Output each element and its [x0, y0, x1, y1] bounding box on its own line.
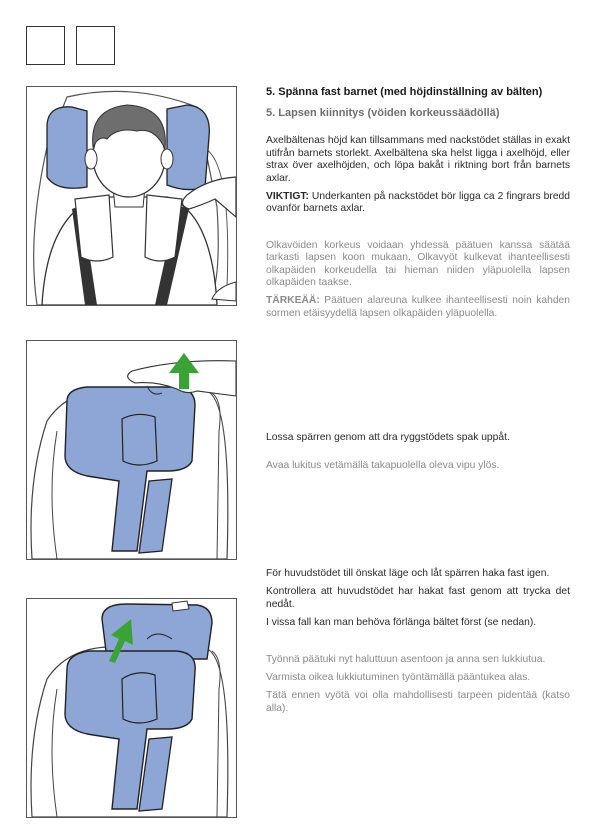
- section3-fi-3: Tätä ennen vyötä voi olla mahdollisesti tarpeen pidentää (katso alla).: [266, 690, 570, 714]
- note-sv-text: Underkanten på nackstödet bör ligga ca 2 fingrars bredd ovanför barnets axlar.: [266, 191, 570, 215]
- illustration-adjust-headrest: [26, 598, 237, 818]
- illustration-child-harness: [26, 86, 237, 306]
- checkbox-square-2: [76, 26, 115, 65]
- note-fi-label: TÄRKEÄÄ:: [266, 295, 320, 307]
- section2-text-fi: Avaa lukitus vetämällä takapuolella oleva vipu ylös.: [266, 460, 500, 472]
- section3-sv-3: I vissa fall kan man behöva förlänga bältet först (se nedan).: [266, 617, 537, 629]
- illustration-release-lever: [26, 340, 237, 560]
- section3-fi-2: Varmista oikea lukkiutuminen työntämällä pääntukea alas.: [266, 672, 531, 684]
- section1-title-fi: 5. Lapsen kiinnitys (vöiden korkeussäädöllä): [266, 107, 500, 119]
- section2-text-sv: Lossa spärren genom att dra ryggstödets spak uppåt.: [266, 432, 510, 443]
- note-fi-text: Päätuen alareuna kulkee ihanteellisesti noin kahden sormen etäisyydellä lapsen olkapäiden yläpuolella.: [266, 295, 570, 319]
- section1-title-sv: 5. Spänna fast barnet (med höjdinställning av bälten): [266, 86, 543, 98]
- section3-sv-1: För huvudstödet till önskat läge och låt spärren haka fast igen.: [266, 568, 550, 579]
- section3-text: [266, 568, 570, 721]
- section3-fi-1: Työnnä päätuki nyt haluttuun asentoon ja anna sen lukkiutua.: [266, 653, 546, 665]
- section1-note-fi: [266, 295, 570, 320]
- section2-text: [266, 432, 570, 479]
- section1-text: [266, 86, 570, 326]
- section1-body-sv: Axelbältenas höjd kan tillsammans med nackstödet ställas in exakt utifrån barnets storlekt. Axelbältena ska helst ligga i axelhöjd, eller strax över axelhöjden, och löpa bakåt i riktning bort från barnets axlar.: [266, 135, 570, 184]
- section1-note-sv: [266, 191, 570, 216]
- note-sv-label: VIKTIGT:: [266, 191, 309, 203]
- section1-body-fi: Olkavöiden korkeus voidaan yhdessä päätuen kanssa säätää tarkasti lapsen koon mukaan. Olkavyöt kulkevat ihanteellisesti olkapäiden korkeudella tai hieman niiden yläpuolella lapsen olkapäiden taakse.: [266, 239, 570, 289]
- section3-sv-2: Kontrollera att huvudstödet har hakat fast genom att trycka det nedåt.: [266, 586, 570, 610]
- checkbox-square-1: [26, 26, 65, 65]
